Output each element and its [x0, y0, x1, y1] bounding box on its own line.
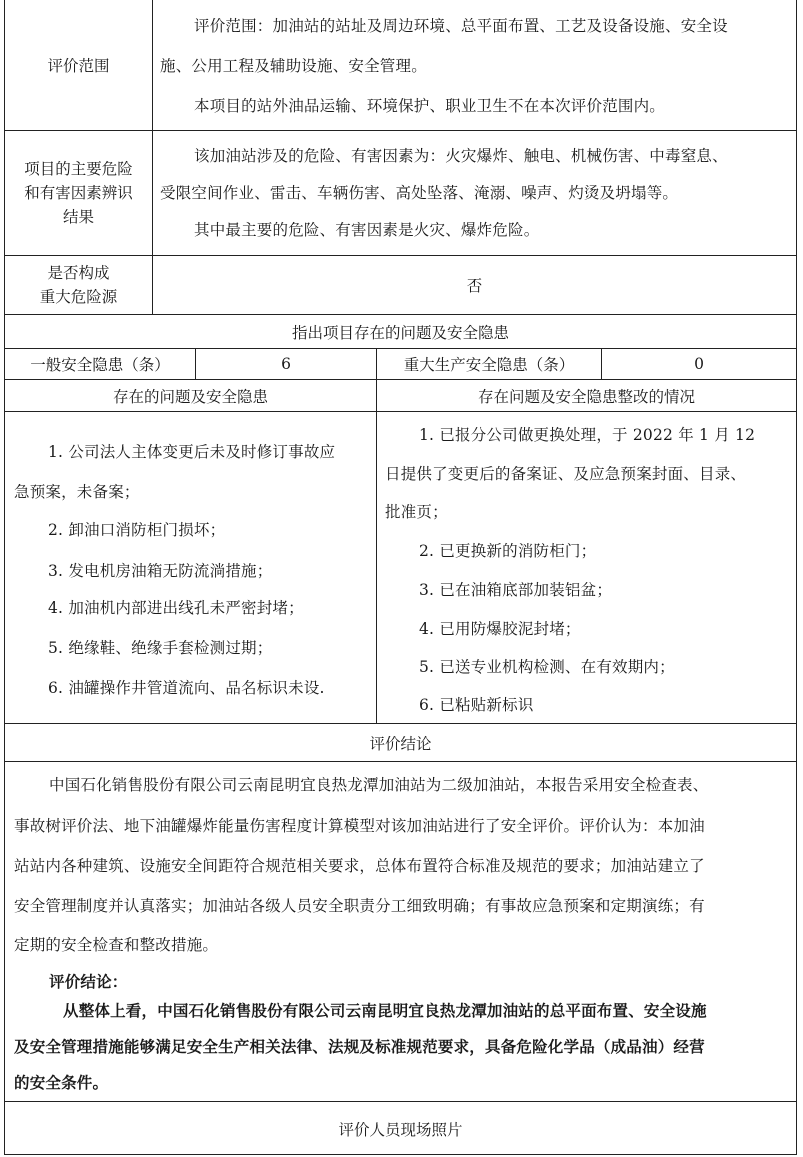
counts-row	[5, 349, 796, 380]
major-hazard-label-line-2: 重大危险源	[39, 288, 118, 306]
general-hazard-label: 一般安全隐患（条）	[30, 356, 170, 374]
conclusion-bold-heading: 评价结论：	[49, 972, 128, 991]
hazards-row	[5, 131, 796, 256]
issue-left-line-3: 2. 卸油口消防柜门损坏；	[48, 521, 226, 539]
issue-left-line-2: 急预案，未备案；	[14, 483, 140, 501]
conclusion-bold-line-1: 从整体上看，中国石化销售股份有限公司云南昆明宜良热龙潭加油站的总平面布置、安全设施	[63, 1001, 707, 1020]
issue-right-line-7: 5. 已送专业机构检测、在有效期内；	[419, 658, 675, 676]
hazards-label-line-2: 和有害因素辨识	[24, 184, 133, 202]
hazards-line-3: 其中最主要的危险、有害因素是火灾、爆炸危险。	[194, 221, 540, 239]
issues-right-list	[376, 412, 796, 723]
evaluation-table	[4, 0, 797, 1155]
major-hazard-count-value: 0	[601, 349, 796, 379]
issue-left-line-4: 3. 发电机房油箱无防流淌措施；	[48, 562, 273, 580]
major-hazard-value: 否	[152, 256, 796, 314]
issue-right-line-8: 6. 已粘贴新标识	[419, 696, 534, 714]
issues-title: 指出项目存在的问题及安全隐患	[5, 315, 796, 349]
issues-left-header: 存在的问题及安全隐患	[112, 387, 268, 406]
scope-content	[152, 0, 796, 130]
issue-right-line-4: 2. 已更换新的消防柜门；	[419, 542, 597, 560]
issue-right-line-2: 日提供了变更后的备案证、及应急预案封面、目录、	[385, 465, 747, 483]
scope-line-3: 本项目的站外油品运输、环境保护、职业卫生不在本次评价范围内。	[194, 97, 666, 115]
issue-right-line-1: 1. 已报分公司做更换处理，于 2022 年 1 月 12	[419, 426, 756, 444]
issue-left-line-6: 5. 绝缘鞋、绝缘手套检测过期；	[48, 639, 273, 657]
conclusion-line-3: 站站内各种建筑、设施安全间距符合规范相关要求，总体布置符合标准及规范的要求；加油站建立了	[14, 857, 705, 875]
issue-left-line-7: 6. 油罐操作井管道流向、品名标识未设.	[48, 679, 325, 697]
major-hazard-label-line-1: 是否构成	[47, 264, 110, 282]
conclusion-title: 评价结论	[5, 724, 796, 762]
conclusion-line-4: 安全管理制度并认真落实；加油站各级人员安全职责分工细致明确；有事故应急预案和定期演练；有	[14, 897, 705, 915]
photos-title: 评价人员现场照片	[338, 1120, 463, 1139]
hazards-content	[152, 131, 796, 255]
scope-line-1: 评价范围：加油站的站址及周边环境、总平面布置、工艺及设备设施、安全设	[194, 17, 728, 35]
major-hazard-row	[5, 256, 796, 315]
major-hazard-count-label: 重大生产安全隐患（条）	[376, 349, 601, 379]
issue-left-line-5: 4. 加油机内部进出线孔未严密封堵；	[48, 599, 304, 617]
scope-line-2: 施、公用工程及辅助设施、安全管理。	[160, 57, 427, 75]
conclusion-line-5: 定期的安全检查和整改措施。	[14, 936, 219, 954]
hazards-line-2: 受限空间作业、雷击、车辆伤害、高处坠落、淹溺、噪声、灼烫及坍塌等。	[160, 184, 679, 202]
hazards-label-line-3: 结果	[62, 208, 94, 226]
issues-header-row	[5, 380, 796, 412]
issue-right-line-6: 4. 已用防爆胶泥封堵；	[419, 620, 581, 638]
issue-right-line-3: 批准页；	[385, 503, 448, 521]
issue-right-line-5: 3. 已在油箱底部加装铝盆；	[419, 581, 613, 599]
issue-left-line-1: 1. 公司法人主体变更后未及时修订事故应	[48, 443, 336, 461]
issues-right-header: 存在问题及安全隐患整改的情况	[376, 380, 796, 411]
scope-row	[5, 0, 796, 131]
major-hazard-label	[5, 256, 152, 314]
hazards-label-line-1: 项目的主要危险	[24, 160, 133, 178]
hazards-line-1: 该加油站涉及的危险、有害因素为：火灾爆炸、触电、机械伤害、中毒窒息、	[194, 147, 728, 165]
issues-detail-row	[5, 412, 796, 724]
hazards-label	[5, 131, 152, 255]
conclusion-line-2: 事故树评价法、地下油罐爆炸能量伤害程度计算模型对该加油站进行了安全评价。评价认为：本加油	[14, 817, 705, 835]
conclusion-body	[5, 762, 796, 1102]
conclusion-bold-line-2: 及安全管理措施能够满足安全生产相关法律、法规及标准规范要求，具备危险化学品（成品油）经营	[14, 1037, 705, 1056]
general-hazard-value: 6	[195, 349, 376, 379]
scope-label: 评价范围	[47, 57, 110, 75]
conclusion-bold-line-3: 的安全条件。	[14, 1073, 109, 1092]
issues-left-list	[5, 412, 376, 723]
conclusion-line-1: 中国石化销售股份有限公司云南昆明宜良热龙潭加油站为二级加油站，本报告采用安全检查表、	[49, 776, 709, 794]
